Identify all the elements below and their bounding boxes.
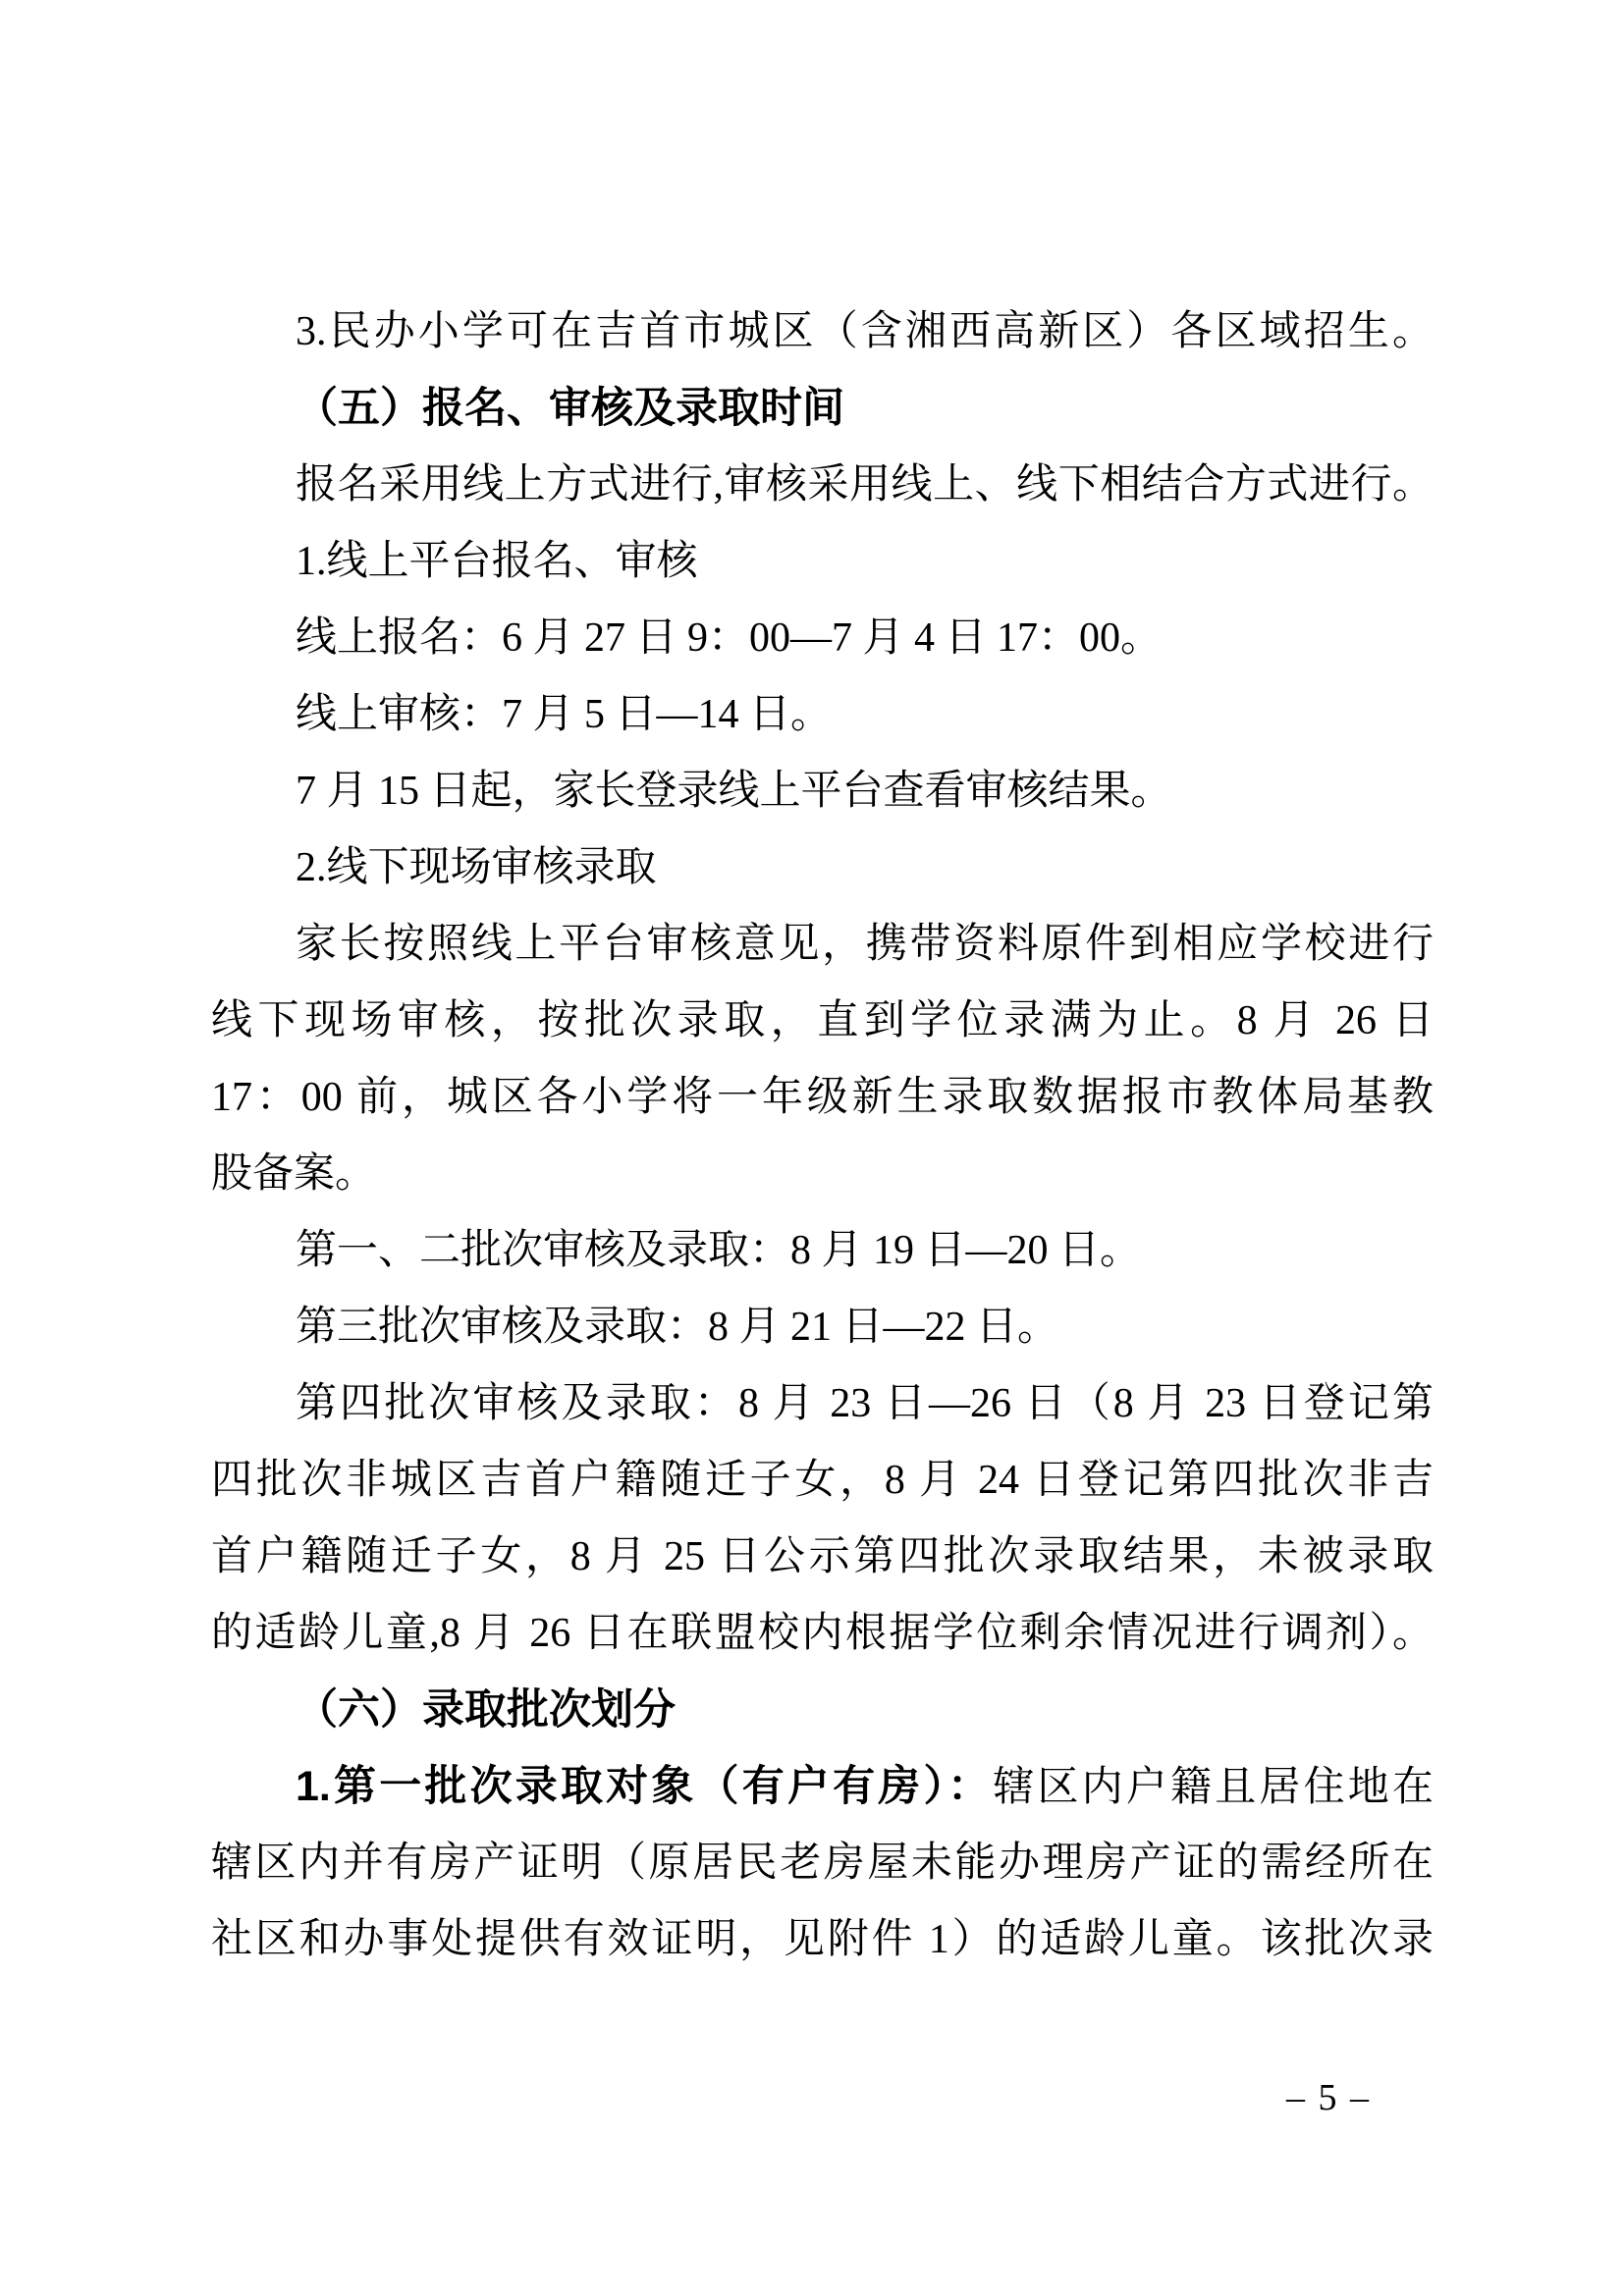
text-run: 辖区内并有房产证明（原居民老房屋未能办理房产证的需经所在 — [211, 1841, 1434, 1886]
bold-text-run: （六）录取批次划分 — [296, 1686, 676, 1734]
text-line — [211, 294, 1434, 370]
text-run: 17：00 前，城区各小学将一年级新生录取数据报市教体局基教 — [211, 1075, 1434, 1120]
text-line — [211, 1442, 1434, 1519]
text-run: 的适龄儿童,8 月 26 日在联盟校内根据学位剩余情况进行调剂）。 — [211, 1611, 1434, 1656]
text-run: 线下现场审核，按批次录取，直到学位录满为止。8 月 26 日 — [211, 998, 1434, 1043]
text-line — [211, 753, 1434, 829]
text-line — [211, 1059, 1434, 1136]
text-line — [211, 1825, 1434, 1901]
text-run: 7 月 15 日起，家长登录线上平台查看审核结果。 — [296, 769, 1172, 814]
text-run: 第四批次审核及录取：8 月 23 日—26 日（8 月 23 日登记第 — [296, 1381, 1434, 1426]
text-run: 社区和办事处提供有效证明，见附件 1）的适龄儿童。该批次录 — [211, 1917, 1434, 1962]
text-run: 线上报名：6 月 27 日 9：00—7 月 4 日 17：00。 — [296, 615, 1163, 661]
document-body — [211, 294, 1434, 1978]
text-line — [211, 1901, 1434, 1978]
text-run: 辖区内户籍且居住地在 — [993, 1765, 1434, 1810]
section-heading-line — [211, 370, 1434, 447]
text-run: 四批次非城区吉首户籍随迁子女，8 月 24 日登记第四批次非吉 — [211, 1458, 1434, 1503]
text-line — [211, 1212, 1434, 1289]
text-run: 报名采用线上方式进行,审核采用线上、线下相结合方式进行。 — [296, 462, 1434, 507]
text-run: 家长按照线上平台审核意见，携带资料原件到相应学校进行 — [296, 922, 1434, 967]
text-run: 2.线下现场审核录取 — [296, 845, 657, 890]
text-line — [211, 676, 1434, 753]
text-line — [211, 600, 1434, 676]
text-run: 第三批次审核及录取：8 月 21 日—22 日。 — [296, 1305, 1059, 1350]
text-line — [211, 1748, 1434, 1825]
text-line — [211, 1595, 1434, 1672]
text-line — [211, 1289, 1434, 1365]
text-line — [211, 983, 1434, 1059]
text-line — [211, 1519, 1434, 1595]
text-run: 首户籍随迁子女，8 月 25 日公示第四批次录取结果，未被录取 — [211, 1534, 1434, 1579]
text-line — [211, 1365, 1434, 1442]
text-line — [211, 829, 1434, 906]
text-run: 第一、二批次审核及录取：8 月 19 日—20 日。 — [296, 1228, 1142, 1273]
text-line — [211, 906, 1434, 983]
text-line — [211, 447, 1434, 523]
bold-text-run: 1.第一批次录取对象（有户有房）： — [296, 1763, 994, 1810]
text-line — [211, 523, 1434, 600]
page-number: – 5 – — [1286, 2077, 1371, 2118]
bold-text-run: （五）报名、审核及录取时间 — [296, 385, 844, 432]
text-run: 1.线上平台报名、审核 — [296, 539, 698, 584]
text-run: 3.民办小学可在吉首市城区（含湘西高新区）各区域招生。 — [296, 309, 1434, 354]
section-heading-line — [211, 1672, 1434, 1748]
text-line — [211, 1136, 1434, 1212]
text-run: 股备案。 — [211, 1151, 377, 1197]
text-run: 线上审核：7 月 5 日—14 日。 — [296, 692, 833, 737]
